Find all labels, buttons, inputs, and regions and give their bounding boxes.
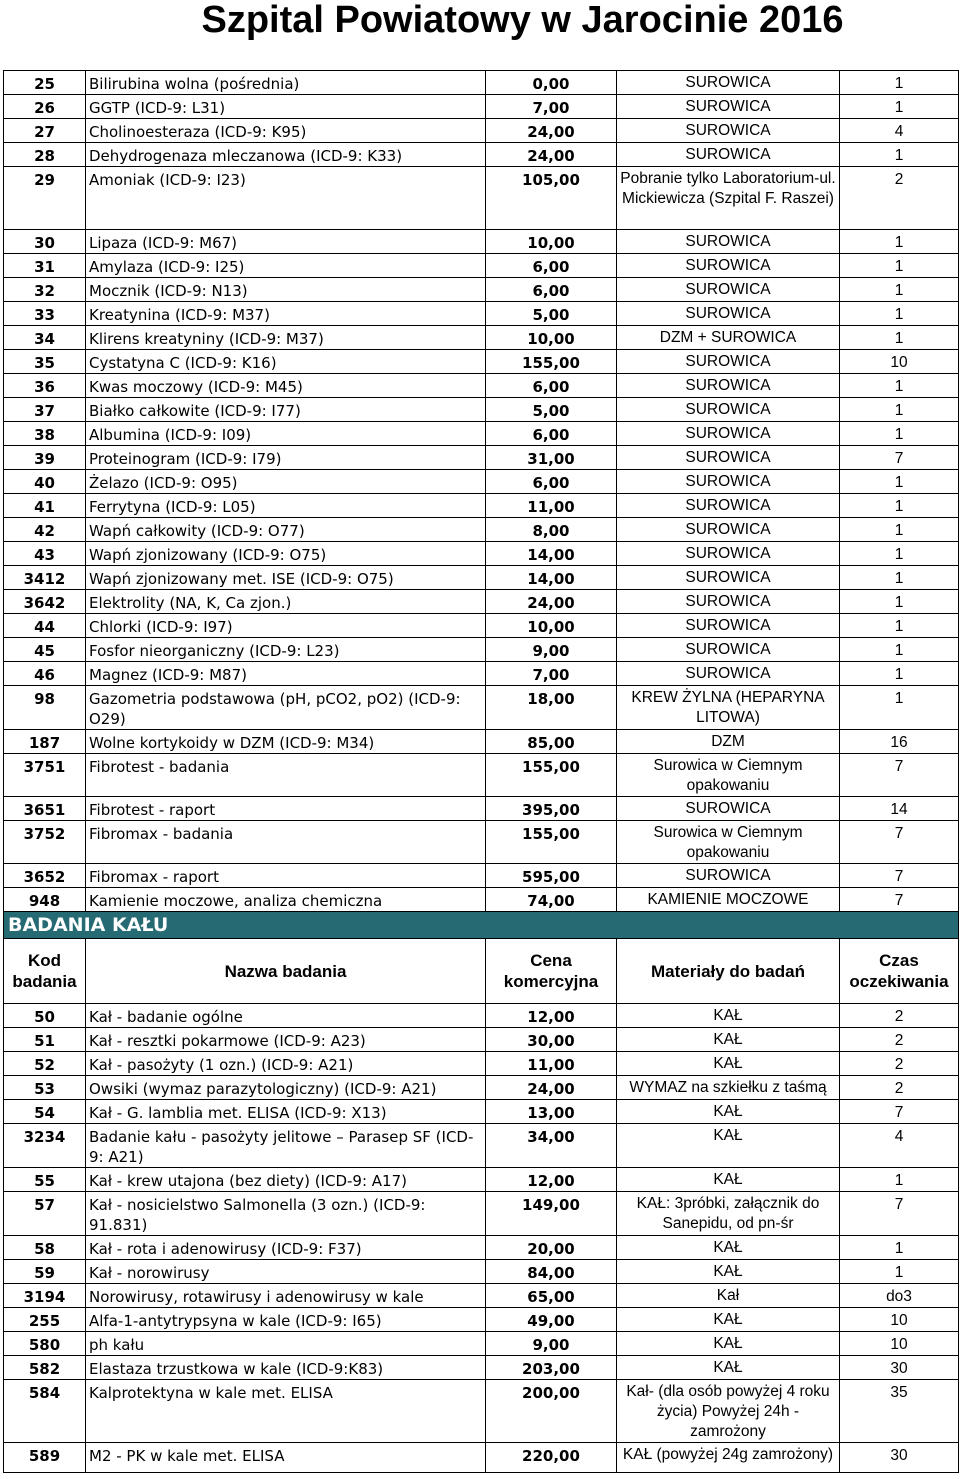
cell-material: KAŁ (powyżej 24g zamrożony)	[617, 1443, 840, 1473]
cell-name: Fosfor nieorganiczny (ICD-9: L23)	[86, 638, 486, 662]
cell-time: 1	[840, 95, 959, 119]
cell-time: 1	[840, 614, 959, 638]
cell-time: 1	[840, 1260, 959, 1284]
cell-material: KREW ŻYLNA (HEPARYNA LITOWA)	[617, 686, 840, 730]
cell-code: 38	[4, 422, 86, 446]
table-row	[4, 888, 959, 912]
cell-price: 24,00	[486, 143, 617, 167]
cell-material: Kał- (dla osób powyżej 4 roku życia) Powyżej 24h -zamrożony	[617, 1380, 840, 1443]
cell-code: 3194	[4, 1284, 86, 1308]
cell-time: 2	[840, 167, 959, 230]
cell-name: Fibrotest - badania	[86, 754, 486, 797]
cell-name: Mocznik (ICD-9: N13)	[86, 278, 486, 302]
table-row	[4, 797, 959, 821]
cell-time: 7	[840, 1100, 959, 1124]
cell-material: SUROWICA	[617, 350, 840, 374]
cell-material: SUROWICA	[617, 230, 840, 254]
cell-material: SUROWICA	[617, 143, 840, 167]
cell-material: KAŁ	[617, 1236, 840, 1260]
table-row	[4, 1308, 959, 1332]
cell-code: 39	[4, 446, 86, 470]
cell-time: 1	[840, 230, 959, 254]
table-row	[4, 1028, 959, 1052]
cell-material: KAŁ	[617, 1168, 840, 1192]
cell-code: 59	[4, 1260, 86, 1284]
cell-price: 220,00	[486, 1443, 617, 1473]
cell-price: 30,00	[486, 1028, 617, 1052]
cell-price: 18,00	[486, 686, 617, 730]
cell-name: M2 - PK w kale met. ELISA	[86, 1443, 486, 1473]
table-row	[4, 1332, 959, 1356]
price-table	[3, 70, 959, 1473]
table-row	[4, 730, 959, 754]
header-code: Kod badania	[4, 939, 86, 1004]
cell-code: 54	[4, 1100, 86, 1124]
section-block	[4, 912, 959, 1004]
cell-name: Żelazo (ICD-9: O95)	[86, 470, 486, 494]
cell-price: 149,00	[486, 1192, 617, 1236]
cell-material: KAŁ	[617, 1260, 840, 1284]
cell-name: Ferrytyna (ICD-9: L05)	[86, 494, 486, 518]
table-row	[4, 350, 959, 374]
cell-time: 30	[840, 1356, 959, 1380]
cell-code: 98	[4, 686, 86, 730]
cell-price: 155,00	[486, 754, 617, 797]
cell-material: SUROWICA	[617, 494, 840, 518]
cell-material: SUROWICA	[617, 446, 840, 470]
cell-time: do3	[840, 1284, 959, 1308]
cell-name: Kał - nosicielstwo Salmonella (3 ozn.) (ICD-9: 91.831)	[86, 1192, 486, 1236]
table-row	[4, 542, 959, 566]
cell-code: 27	[4, 119, 86, 143]
cell-time: 2	[840, 1004, 959, 1028]
cell-price: 84,00	[486, 1260, 617, 1284]
table-row	[4, 374, 959, 398]
cell-material: SUROWICA	[617, 864, 840, 888]
cell-name: Wapń całkowity (ICD-9: O77)	[86, 518, 486, 542]
cell-code: 40	[4, 470, 86, 494]
table-row	[4, 167, 959, 230]
cell-price: 13,00	[486, 1100, 617, 1124]
section-title: BADANIA KAŁU	[4, 912, 959, 939]
table-row	[4, 1284, 959, 1308]
cell-name: Kał - G. lamblia met. ELISA (ICD-9: X13)	[86, 1100, 486, 1124]
cell-price: 203,00	[486, 1356, 617, 1380]
table-row	[4, 1076, 959, 1100]
cell-name: Białko całkowite (ICD-9: I77)	[86, 398, 486, 422]
cell-time: 4	[840, 1124, 959, 1168]
cell-price: 6,00	[486, 374, 617, 398]
cell-material: SUROWICA	[617, 278, 840, 302]
cell-material: KAŁ: 3próbki, załącznik do Sanepidu, od pn-śr	[617, 1192, 840, 1236]
cell-name: Owsiki (wymaz parazytologiczny) (ICD-9: A21)	[86, 1076, 486, 1100]
cell-code: 36	[4, 374, 86, 398]
table-row	[4, 566, 959, 590]
cell-time: 2	[840, 1052, 959, 1076]
cell-code: 53	[4, 1076, 86, 1100]
table-row	[4, 1236, 959, 1260]
cell-code: 187	[4, 730, 86, 754]
cell-price: 49,00	[486, 1308, 617, 1332]
table-row	[4, 422, 959, 446]
cell-name: Alfa-1-antytrypsyna w kale (ICD-9: I65)	[86, 1308, 486, 1332]
cell-price: 31,00	[486, 446, 617, 470]
cell-material: KAŁ	[617, 1124, 840, 1168]
cell-name: Kał - rota i adenowirusy (ICD-9: F37)	[86, 1236, 486, 1260]
cell-time: 1	[840, 278, 959, 302]
cell-time: 1	[840, 1168, 959, 1192]
cell-price: 10,00	[486, 614, 617, 638]
cell-name: Badanie kału - pasożyty jelitowe – Parasep SF (ICD-9: A21)	[86, 1124, 486, 1168]
cell-material: SUROWICA	[617, 398, 840, 422]
cell-code: 26	[4, 95, 86, 119]
cell-name: Wapń zjonizowany met. ISE (ICD-9: O75)	[86, 566, 486, 590]
cell-name: Lipaza (ICD-9: M67)	[86, 230, 486, 254]
table-row	[4, 1004, 959, 1028]
cell-code: 25	[4, 71, 86, 95]
cell-name: Wolne kortykoidy w DZM (ICD-9: M34)	[86, 730, 486, 754]
cell-material: Surowica w Ciemnym opakowaniu	[617, 821, 840, 864]
table-row	[4, 494, 959, 518]
table-row	[4, 662, 959, 686]
table-row	[4, 1124, 959, 1168]
cell-price: 200,00	[486, 1380, 617, 1443]
cell-name: Albumina (ICD-9: I09)	[86, 422, 486, 446]
cell-code: 28	[4, 143, 86, 167]
cell-price: 74,00	[486, 888, 617, 912]
cell-name: Proteinogram (ICD-9: I79)	[86, 446, 486, 470]
cell-name: Elektrolity (NA, K, Ca zjon.)	[86, 590, 486, 614]
cell-code: 29	[4, 167, 86, 230]
cell-name: Cholinoesteraza (ICD-9: K95)	[86, 119, 486, 143]
table-row	[4, 143, 959, 167]
cell-price: 10,00	[486, 230, 617, 254]
cell-price: 155,00	[486, 821, 617, 864]
cell-material: SUROWICA	[617, 542, 840, 566]
cell-code: 3234	[4, 1124, 86, 1168]
cell-time: 1	[840, 566, 959, 590]
cell-code: 31	[4, 254, 86, 278]
cell-code: 589	[4, 1443, 86, 1473]
cell-name: Kał - krew utajona (bez diety) (ICD-9: A17)	[86, 1168, 486, 1192]
table-row	[4, 754, 959, 797]
cell-name: Kał - norowirusy	[86, 1260, 486, 1284]
cell-code: 3752	[4, 821, 86, 864]
cell-name: Wapń zjonizowany (ICD-9: O75)	[86, 542, 486, 566]
top-rows	[4, 71, 959, 912]
cell-price: 7,00	[486, 662, 617, 686]
cell-name: Bilirubina wolna (pośrednia)	[86, 71, 486, 95]
cell-code: 582	[4, 1356, 86, 1380]
cell-material: KAŁ	[617, 1028, 840, 1052]
table-row	[4, 1052, 959, 1076]
cell-name: ph kału	[86, 1332, 486, 1356]
cell-price: 595,00	[486, 864, 617, 888]
cell-code: 52	[4, 1052, 86, 1076]
table-row	[4, 278, 959, 302]
cell-time: 2	[840, 1028, 959, 1052]
cell-price: 0,00	[486, 71, 617, 95]
cell-time: 10	[840, 350, 959, 374]
cell-time: 1	[840, 71, 959, 95]
cell-material: Surowica w Ciemnym opakowaniu	[617, 754, 840, 797]
cell-name: Kreatynina (ICD-9: M37)	[86, 302, 486, 326]
cell-price: 105,00	[486, 167, 617, 230]
cell-time: 1	[840, 590, 959, 614]
cell-material: KAŁ	[617, 1308, 840, 1332]
cell-name: Elastaza trzustkowa w kale (ICD-9:K83)	[86, 1356, 486, 1380]
cell-time: 1	[840, 398, 959, 422]
bottom-rows	[4, 1004, 959, 1473]
cell-price: 34,00	[486, 1124, 617, 1168]
cell-price: 12,00	[486, 1004, 617, 1028]
table-row	[4, 119, 959, 143]
cell-code: 255	[4, 1308, 86, 1332]
cell-price: 6,00	[486, 278, 617, 302]
cell-time: 1	[840, 494, 959, 518]
cell-time: 7	[840, 864, 959, 888]
cell-code: 50	[4, 1004, 86, 1028]
cell-name: GGTP (ICD-9: L31)	[86, 95, 486, 119]
cell-time: 1	[840, 1236, 959, 1260]
cell-code: 57	[4, 1192, 86, 1236]
page-title: Szpital Powiatowy w Jarocinie 2016	[201, 0, 844, 41]
cell-material: Kał	[617, 1284, 840, 1308]
table-row	[4, 590, 959, 614]
cell-price: 14,00	[486, 566, 617, 590]
table-row	[4, 821, 959, 864]
cell-material: SUROWICA	[617, 470, 840, 494]
cell-price: 65,00	[486, 1284, 617, 1308]
cell-material: WYMAZ na szkiełku z taśmą	[617, 1076, 840, 1100]
header-name: Nazwa badania	[86, 939, 486, 1004]
table-row	[4, 1192, 959, 1236]
table-row	[4, 1356, 959, 1380]
cell-name: Norowirusy, rotawirusy i adenowirusy w kale	[86, 1284, 486, 1308]
cell-code: 3642	[4, 590, 86, 614]
cell-name: Kamienie moczowe, analiza chemiczna	[86, 888, 486, 912]
table-row	[4, 230, 959, 254]
cell-time: 16	[840, 730, 959, 754]
table-row	[4, 864, 959, 888]
cell-price: 10,00	[486, 326, 617, 350]
cell-name: Dehydrogenaza mleczanowa (ICD-9: K33)	[86, 143, 486, 167]
cell-time: 1	[840, 542, 959, 566]
cell-code: 584	[4, 1380, 86, 1443]
cell-name: Magnez (ICD-9: M87)	[86, 662, 486, 686]
cell-price: 11,00	[486, 494, 617, 518]
cell-material: SUROWICA	[617, 614, 840, 638]
cell-time: 7	[840, 888, 959, 912]
cell-name: Gazometria podstawowa (pH, pCO2, pO2) (ICD-9: O29)	[86, 686, 486, 730]
cell-price: 24,00	[486, 119, 617, 143]
cell-code: 44	[4, 614, 86, 638]
cell-material: SUROWICA	[617, 566, 840, 590]
cell-price: 8,00	[486, 518, 617, 542]
cell-time: 35	[840, 1380, 959, 1443]
cell-material: KAMIENIE MOCZOWE	[617, 888, 840, 912]
cell-time: 7	[840, 754, 959, 797]
cell-material: SUROWICA	[617, 422, 840, 446]
cell-material: KAŁ	[617, 1052, 840, 1076]
cell-time: 7	[840, 821, 959, 864]
cell-price: 9,00	[486, 1332, 617, 1356]
cell-material: SUROWICA	[617, 662, 840, 686]
cell-time: 1	[840, 143, 959, 167]
cell-material: Pobranie tylko Laboratorium-ul. Mickiewicza (Szpital F. Raszei)	[617, 167, 840, 230]
cell-code: 55	[4, 1168, 86, 1192]
cell-price: 24,00	[486, 590, 617, 614]
section-row	[4, 912, 959, 939]
cell-time: 14	[840, 797, 959, 821]
cell-code: 948	[4, 888, 86, 912]
cell-name: Kał - pasożyty (1 ozn.) (ICD-9: A21)	[86, 1052, 486, 1076]
cell-material: DZM	[617, 730, 840, 754]
table-row	[4, 470, 959, 494]
cell-code: 30	[4, 230, 86, 254]
table-row	[4, 398, 959, 422]
cell-material: KAŁ	[617, 1332, 840, 1356]
cell-material: SUROWICA	[617, 518, 840, 542]
cell-code: 58	[4, 1236, 86, 1260]
header-price: Cena komercyjna	[486, 939, 617, 1004]
table-row	[4, 686, 959, 730]
table-row	[4, 518, 959, 542]
cell-code: 580	[4, 1332, 86, 1356]
cell-price: 7,00	[486, 95, 617, 119]
cell-price: 6,00	[486, 422, 617, 446]
cell-time: 1	[840, 686, 959, 730]
table-row	[4, 638, 959, 662]
table-row	[4, 1168, 959, 1192]
cell-time: 1	[840, 470, 959, 494]
cell-code: 3652	[4, 864, 86, 888]
table-row	[4, 326, 959, 350]
table-row	[4, 1260, 959, 1284]
table-row	[4, 95, 959, 119]
cell-price: 395,00	[486, 797, 617, 821]
cell-name: Fibromax - badania	[86, 821, 486, 864]
cell-name: Klirens kreatyniny (ICD-9: M37)	[86, 326, 486, 350]
cell-price: 11,00	[486, 1052, 617, 1076]
cell-time: 30	[840, 1443, 959, 1473]
cell-time: 2	[840, 1076, 959, 1100]
cell-name: Kał - resztki pokarmowe (ICD-9: A23)	[86, 1028, 486, 1052]
table-row	[4, 1443, 959, 1473]
cell-name: Fibromax - raport	[86, 864, 486, 888]
cell-code: 35	[4, 350, 86, 374]
cell-code: 41	[4, 494, 86, 518]
cell-name: Cystatyna C (ICD-9: K16)	[86, 350, 486, 374]
cell-material: SUROWICA	[617, 254, 840, 278]
cell-name: Kalprotektyna w kale met. ELISA	[86, 1380, 486, 1443]
cell-material: SUROWICA	[617, 590, 840, 614]
cell-code: 46	[4, 662, 86, 686]
cell-time: 1	[840, 374, 959, 398]
cell-code: 43	[4, 542, 86, 566]
cell-time: 1	[840, 326, 959, 350]
table-row	[4, 1100, 959, 1124]
cell-name: Fibrotest - raport	[86, 797, 486, 821]
cell-material: KAŁ	[617, 1100, 840, 1124]
cell-material: KAŁ	[617, 1004, 840, 1028]
cell-name: Amylaza (ICD-9: I25)	[86, 254, 486, 278]
cell-name: Kał - badanie ogólne	[86, 1004, 486, 1028]
cell-code: 32	[4, 278, 86, 302]
table-row	[4, 254, 959, 278]
cell-material: SUROWICA	[617, 374, 840, 398]
cell-time: 7	[840, 1192, 959, 1236]
cell-price: 24,00	[486, 1076, 617, 1100]
cell-time: 1	[840, 302, 959, 326]
cell-code: 3651	[4, 797, 86, 821]
cell-price: 85,00	[486, 730, 617, 754]
header-time: Czas oczekiwania	[840, 939, 959, 1004]
cell-time: 1	[840, 638, 959, 662]
cell-time: 10	[840, 1332, 959, 1356]
cell-time: 1	[840, 662, 959, 686]
header-material: Materiały do badań	[617, 939, 840, 1004]
cell-material: DZM + SUROWICA	[617, 326, 840, 350]
cell-material: KAŁ	[617, 1356, 840, 1380]
cell-code: 3412	[4, 566, 86, 590]
header-row	[4, 939, 959, 1004]
cell-code: 3751	[4, 754, 86, 797]
cell-name: Kwas moczowy (ICD-9: M45)	[86, 374, 486, 398]
cell-material: SUROWICA	[617, 95, 840, 119]
cell-time: 1	[840, 422, 959, 446]
cell-time: 1	[840, 254, 959, 278]
cell-price: 6,00	[486, 470, 617, 494]
table-row	[4, 71, 959, 95]
cell-code: 33	[4, 302, 86, 326]
table-row	[4, 302, 959, 326]
table-row	[4, 446, 959, 470]
cell-price: 155,00	[486, 350, 617, 374]
cell-code: 51	[4, 1028, 86, 1052]
cell-code: 42	[4, 518, 86, 542]
cell-material: SUROWICA	[617, 797, 840, 821]
cell-time: 4	[840, 119, 959, 143]
cell-price: 12,00	[486, 1168, 617, 1192]
cell-name: Amoniak (ICD-9: I23)	[86, 167, 486, 230]
cell-price: 5,00	[486, 398, 617, 422]
cell-time: 1	[840, 518, 959, 542]
cell-code: 45	[4, 638, 86, 662]
cell-time: 7	[840, 446, 959, 470]
cell-code: 37	[4, 398, 86, 422]
cell-price: 14,00	[486, 542, 617, 566]
cell-price: 6,00	[486, 254, 617, 278]
cell-time: 10	[840, 1308, 959, 1332]
cell-price: 5,00	[486, 302, 617, 326]
cell-name: Chlorki (ICD-9: I97)	[86, 614, 486, 638]
cell-price: 20,00	[486, 1236, 617, 1260]
cell-material: SUROWICA	[617, 638, 840, 662]
cell-price: 9,00	[486, 638, 617, 662]
table-row	[4, 614, 959, 638]
cell-material: SUROWICA	[617, 119, 840, 143]
table-row	[4, 1380, 959, 1443]
cell-code: 34	[4, 326, 86, 350]
cell-material: SUROWICA	[617, 71, 840, 95]
cell-material: SUROWICA	[617, 302, 840, 326]
